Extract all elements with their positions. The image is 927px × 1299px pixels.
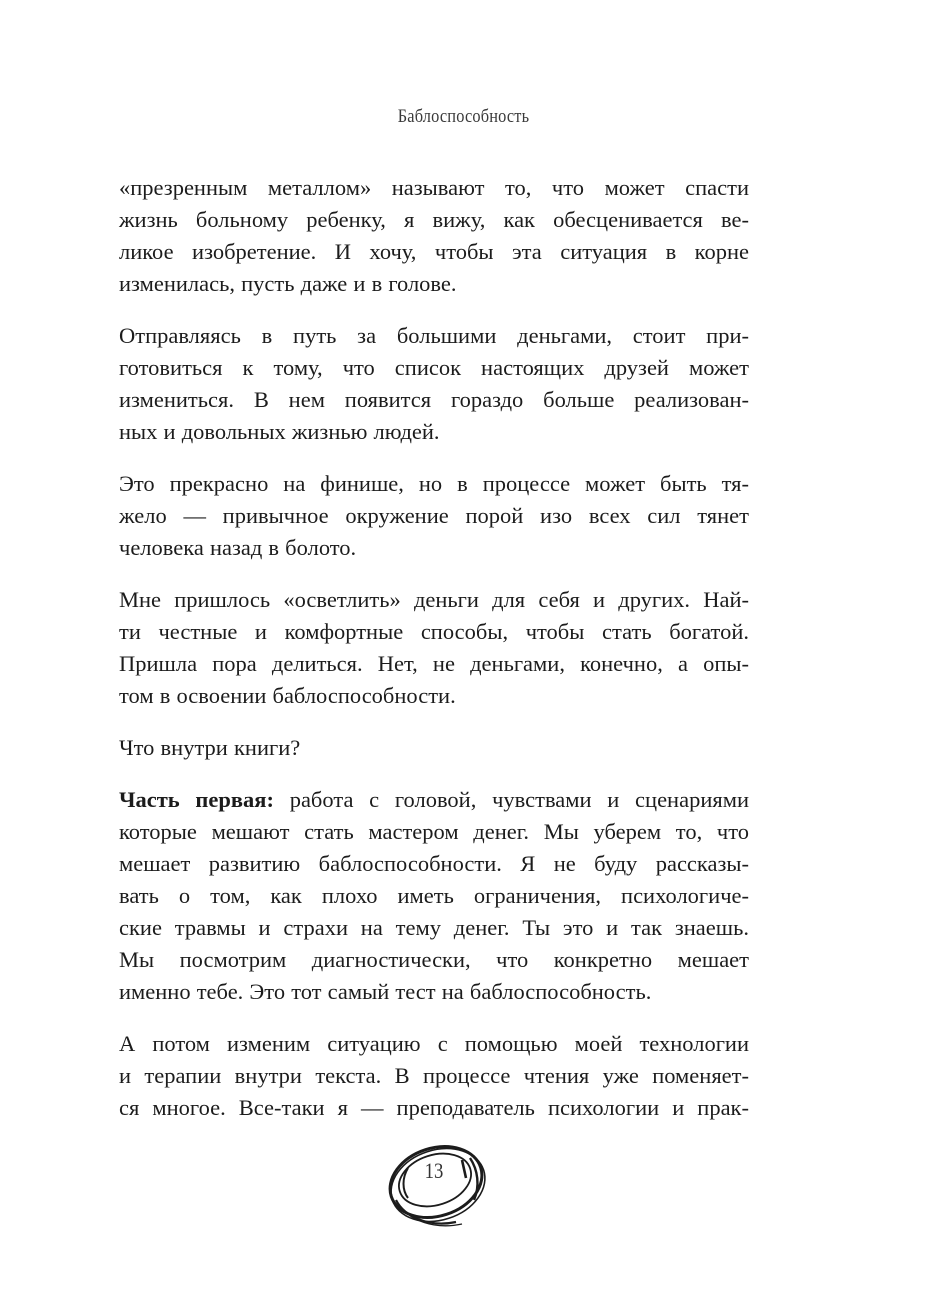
text-line: именно тебе. Это тот самый тест на баблоспособность.: [119, 979, 652, 1004]
text-line: Это прекрасно на финише, но в процессе может быть тя-: [119, 471, 749, 496]
text-line: ных и довольных жизнью людей.: [119, 419, 440, 444]
text-line: Отправляясь в путь за большими деньгами, стоит при-: [119, 323, 749, 348]
text-line: мешает развитию баблоспособности. Я не буду рассказы-: [119, 851, 749, 876]
paragraph-7: [119, 1028, 749, 1124]
paragraph-3: [119, 468, 749, 564]
text-line: изменилась, пусть даже и в голове.: [119, 271, 457, 296]
coin-icon: [384, 1138, 490, 1234]
text-line: ские травмы и страхи на тему денег. Ты это и так знаешь.: [119, 915, 749, 940]
text-fragment: работа с головой, чувствами и сценариями: [273, 787, 749, 812]
text-line: А потом изменим ситуацию с помощью моей технологии: [119, 1031, 749, 1056]
text-line: которые мешают стать мастером денег. Мы уберем то, что: [119, 819, 749, 844]
text-line: и терапии внутри текста. В процессе чтения уже поменяет-: [119, 1063, 749, 1088]
text-line: Пришла пора делиться. Нет, не деньгами, конечно, а опы-: [119, 651, 749, 676]
text-line: готовиться к тому, что список настоящих друзей может: [119, 355, 749, 380]
page-number: 13: [424, 1158, 444, 1183]
text-line: вать о том, как плохо иметь ограничения, психологиче-: [119, 883, 749, 908]
text-line: «презренным металлом» называют то, что может спасти: [119, 175, 749, 200]
paragraph-4: [119, 584, 749, 712]
body-text: [119, 172, 749, 1144]
text-line: ти честные и комфортные способы, чтобы стать богатой.: [119, 619, 749, 644]
part-one-lead: Часть первая:: [119, 787, 274, 812]
text-line: жизнь больному ребенку, я вижу, как обесценивается ве-: [119, 207, 749, 232]
paragraph-5: [119, 732, 749, 764]
text-line: жело — привычное окружение порой изо всех сил тянет: [119, 503, 749, 528]
page-folio: [384, 1138, 490, 1234]
text-line: Что внутри книги?: [119, 735, 301, 760]
text-line: [119, 784, 749, 816]
paragraph-6: [119, 784, 749, 1008]
running-head: Баблоспособность: [397, 106, 530, 127]
text-line: ликое изобретение. И хочу, чтобы эта ситуация в корне: [119, 239, 749, 264]
paragraph-1: [119, 172, 749, 300]
text-line: человека назад в болото.: [119, 535, 357, 560]
text-line: измениться. В нем появится гораздо больше реализован-: [119, 387, 749, 412]
text-line: Мы посмотрим диагностически, что конкретно мешает: [119, 947, 749, 972]
text-line: Мне пришлось «осветлить» деньги для себя и других. Най-: [119, 587, 749, 612]
text-line: ся многое. Все-таки я — преподаватель психологии и прак-: [119, 1095, 749, 1120]
text-line: том в освоении баблоспособности.: [119, 683, 456, 708]
paragraph-2: [119, 320, 749, 448]
